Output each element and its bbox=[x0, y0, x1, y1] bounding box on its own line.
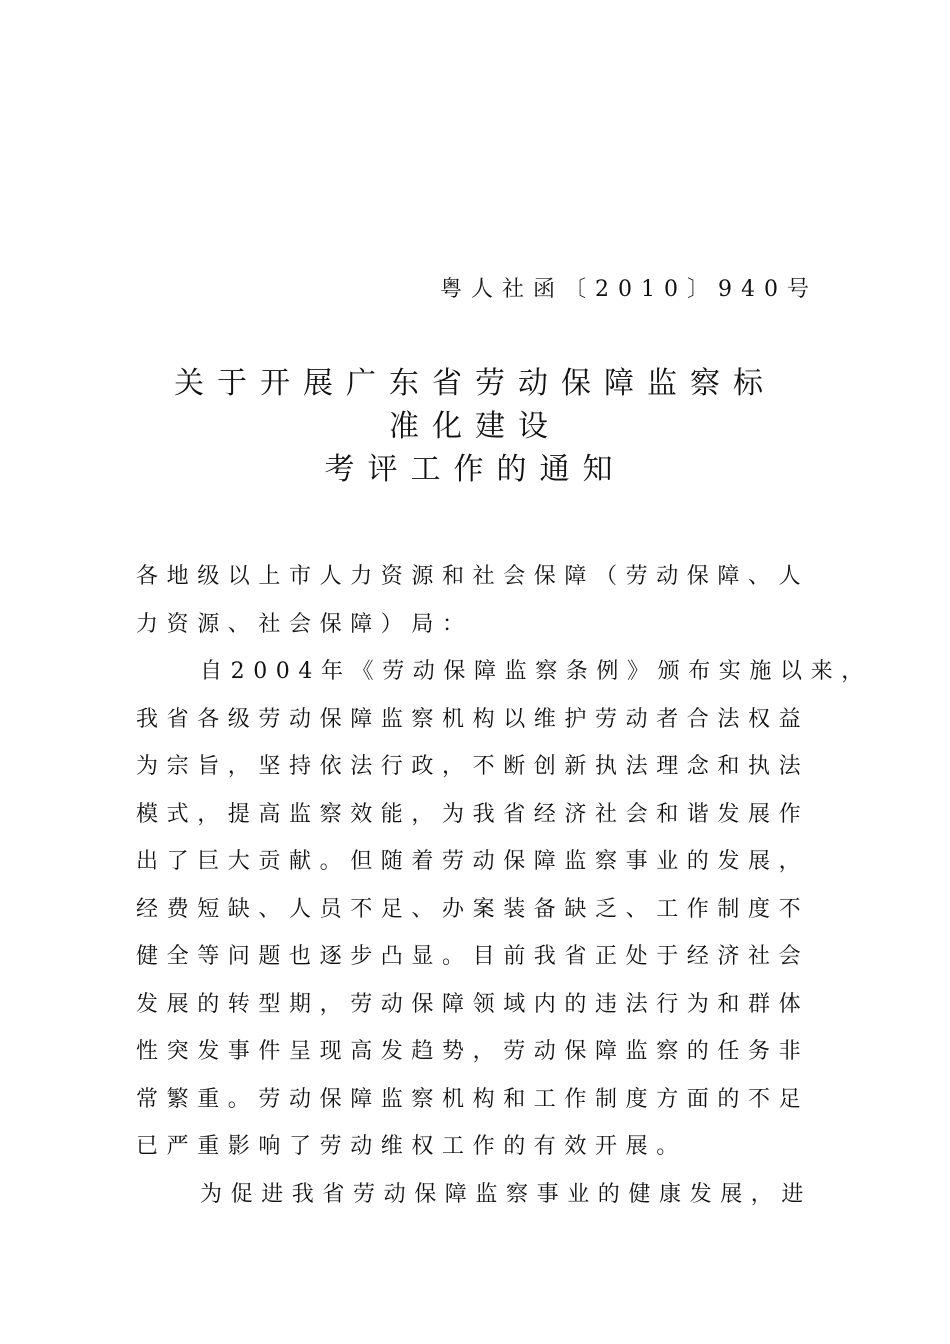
text-line: 自2004年《劳动保障监察条例》颁布实施以来， bbox=[200, 659, 872, 684]
paragraph-2 bbox=[136, 1171, 826, 1219]
title-line: 准化建设 bbox=[389, 409, 561, 444]
document-title bbox=[0, 362, 950, 491]
text-line: 已严重影响了劳动维权工作的有效开展。 bbox=[136, 1134, 687, 1159]
text-line: 健全等问题也逐步凸显。目前我省正处于经济社会 bbox=[136, 944, 810, 969]
title-line: 关于开展广东省劳动保障监察标 bbox=[174, 366, 776, 401]
paragraph-1 bbox=[136, 648, 872, 1171]
text-line: 性突发事件呈现高发趋势，劳动保障监察的任务非 bbox=[136, 1039, 810, 1064]
document-number: 粤人社函〔2010〕940号 bbox=[440, 277, 818, 302]
document-body bbox=[136, 553, 872, 1218]
text-line: 经费短缺、人员不足、办案装备缺乏、工作制度不 bbox=[136, 896, 810, 922]
addressee bbox=[136, 553, 826, 648]
text-line: 发展的转型期，劳动保障领域内的违法行为和群体 bbox=[136, 991, 810, 1017]
text-line: 模式，提高监察效能，为我省经济社会和谐发展作 bbox=[136, 801, 810, 827]
text-line: 为促进我省劳动保障监察事业的健康发展，进 bbox=[200, 1181, 813, 1207]
text-line: 出了巨大贡献。但随着劳动保障监察事业的发展， bbox=[136, 849, 810, 874]
text-line: 各地级以上市人力资源和社会保障（劳动保障、人 bbox=[136, 564, 810, 589]
text-line: 力资源、社会保障）局： bbox=[136, 611, 473, 637]
title-line: 考评工作的通知 bbox=[324, 452, 626, 487]
text-line: 为宗旨，坚持依法行政，不断创新执法理念和执法 bbox=[136, 754, 810, 779]
text-line: 我省各级劳动保障监察机构以维护劳动者合法权益 bbox=[136, 706, 810, 732]
text-line: 常繁重。劳动保障监察机构和工作制度方面的不足 bbox=[136, 1086, 810, 1112]
